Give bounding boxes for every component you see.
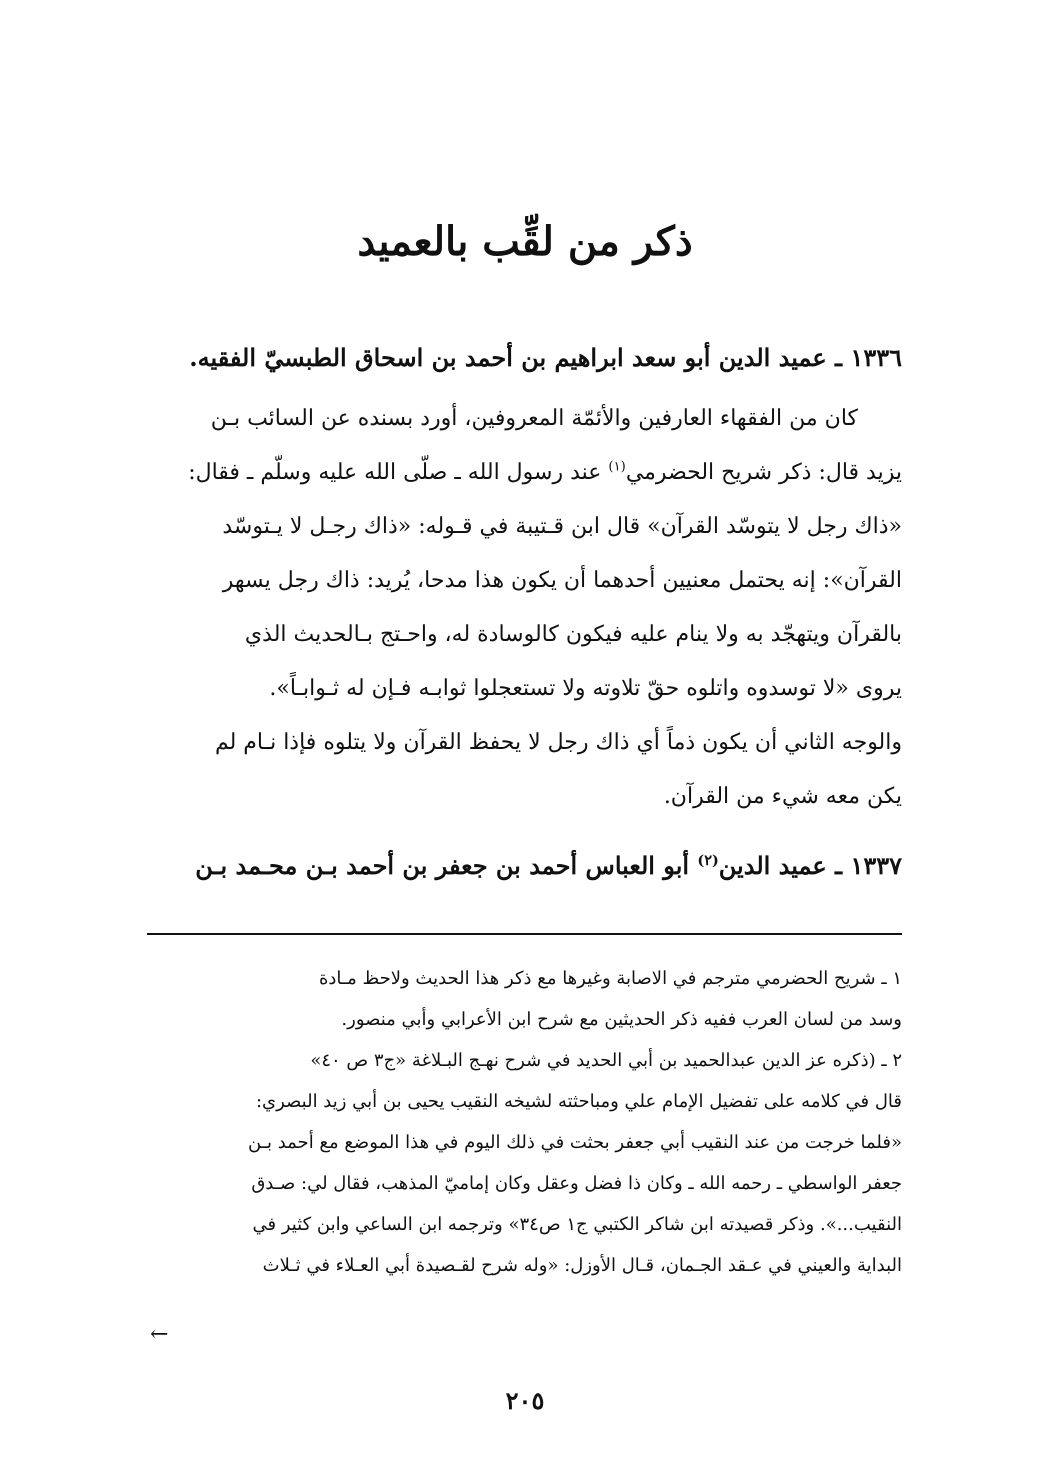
continue-arrow-icon: ← [150, 1322, 169, 1347]
footnote-line: جعفر الواسطي ـ رحمه الله ـ وكان ذا فضل وعقل وكان إماميّ المذهب، فقال لي: صـدق [251, 1173, 902, 1194]
entry-heading-text: ـ عميد الدين أبو سعد ابراهيم بن أحمد بن اسحاق الطبسيّ الفقيه. [189, 343, 843, 372]
body-line: يروى «لا توسدوه واتلوه حقّ تلاوته ولا تستعجلوا ثوابـه فـإن له ثـوابـاً». [269, 676, 902, 701]
body-line: القرآن»: إنه يحتمل معنيين أحدهما أن يكون هذا مدحا، يُريد: ذاك رجل يسهر [222, 568, 902, 593]
footnote-ref-1: (١) [608, 459, 626, 475]
entry-heading-1336 [148, 340, 902, 376]
entry-heading-text: ـ عميد الدين [718, 851, 843, 880]
page-number: ٢٠٥ [505, 1386, 545, 1415]
footnote-line: وسد من لسان العرب ففيه ذكر الحديثين مع شرح ابن الأعرابي وأبي منصور. [341, 1009, 902, 1030]
body-line [148, 446, 902, 500]
footnote-line: النقيب...». وذكر قصيدته ابن شاكر الكتبي ج١ ص٣٤» وترجمه ابن الساعي وابن كثير في [252, 1214, 902, 1235]
entry-heading-1337 [148, 848, 902, 884]
footnote-divider [147, 933, 902, 935]
page-title: ذكر من لقِّب بالعميد [357, 218, 693, 265]
body-line: والوجه الثاني أن يكون ذماً أي ذاك رجل لا يحفظ القرآن ولا يتلوه فإذا نـام لم [214, 730, 902, 755]
body-line-part: يزيد قال: ذكر شريح الحضرمي [625, 460, 902, 485]
body-line: بالقرآن ويتهجّد به ولا ينام عليه فيكون كالوسادة له، واحـتج بـالحديث الذي [244, 622, 902, 647]
footnote-line: «فلما خرجت من عند النقيب أبي جعفر بحثت في ذلك اليوم في هذا الموضع مع أحمد بـن [248, 1132, 902, 1153]
entry-body-1336 [148, 392, 902, 824]
footnote-line: البداية والعيني في عـقد الجـمان، قـال الأوزل: «وله شرح لقـصيدة أبي العـلاء في ثـلاث [262, 1255, 902, 1276]
entry-heading-text: أبو العباس أحمد بن جعفر بن أحمد بـن محـمد بـن [195, 851, 690, 880]
body-line: كان من الفقهاء العارفين والأئمّة المعروفين، أورد بسنده عن السائب بـن [210, 406, 858, 431]
footnotes [148, 958, 902, 1286]
body-line-part: عند رسول الله ـ صلّى الله عليه وسلّم ـ فقال: [188, 460, 602, 485]
footnote-line: ١ ـ شريح الحضرمي مترجم في الاصابة وغيرها مع ذكر هذا الحديث ولاحظ مـادة [318, 968, 902, 989]
entry-number: ١٣٣٧ [850, 851, 902, 880]
footnote-line: ٢ ـ (ذكره عز الدين عبدالحميد بن أبي الحديد في شرح نهـج البـلاغة «ج٣ ص ٤٠» [310, 1050, 902, 1071]
footnote-ref-2: (٢) [697, 852, 719, 869]
body-line: يكن معه شيء من القرآن. [663, 784, 902, 809]
footnote-line: قال في كلامه على تفضيل الإمام علي ومباحثته لشيخه النقيب يحيى بن أبي زيد البصري: [255, 1091, 902, 1112]
entry-number: ١٣٣٦ [850, 343, 902, 372]
body-line: «ذاك رجل لا يتوسّد القرآن» قال ابن قـتيبة في قـوله: «ذاك رجـل لا يـتوسّد [222, 514, 902, 539]
